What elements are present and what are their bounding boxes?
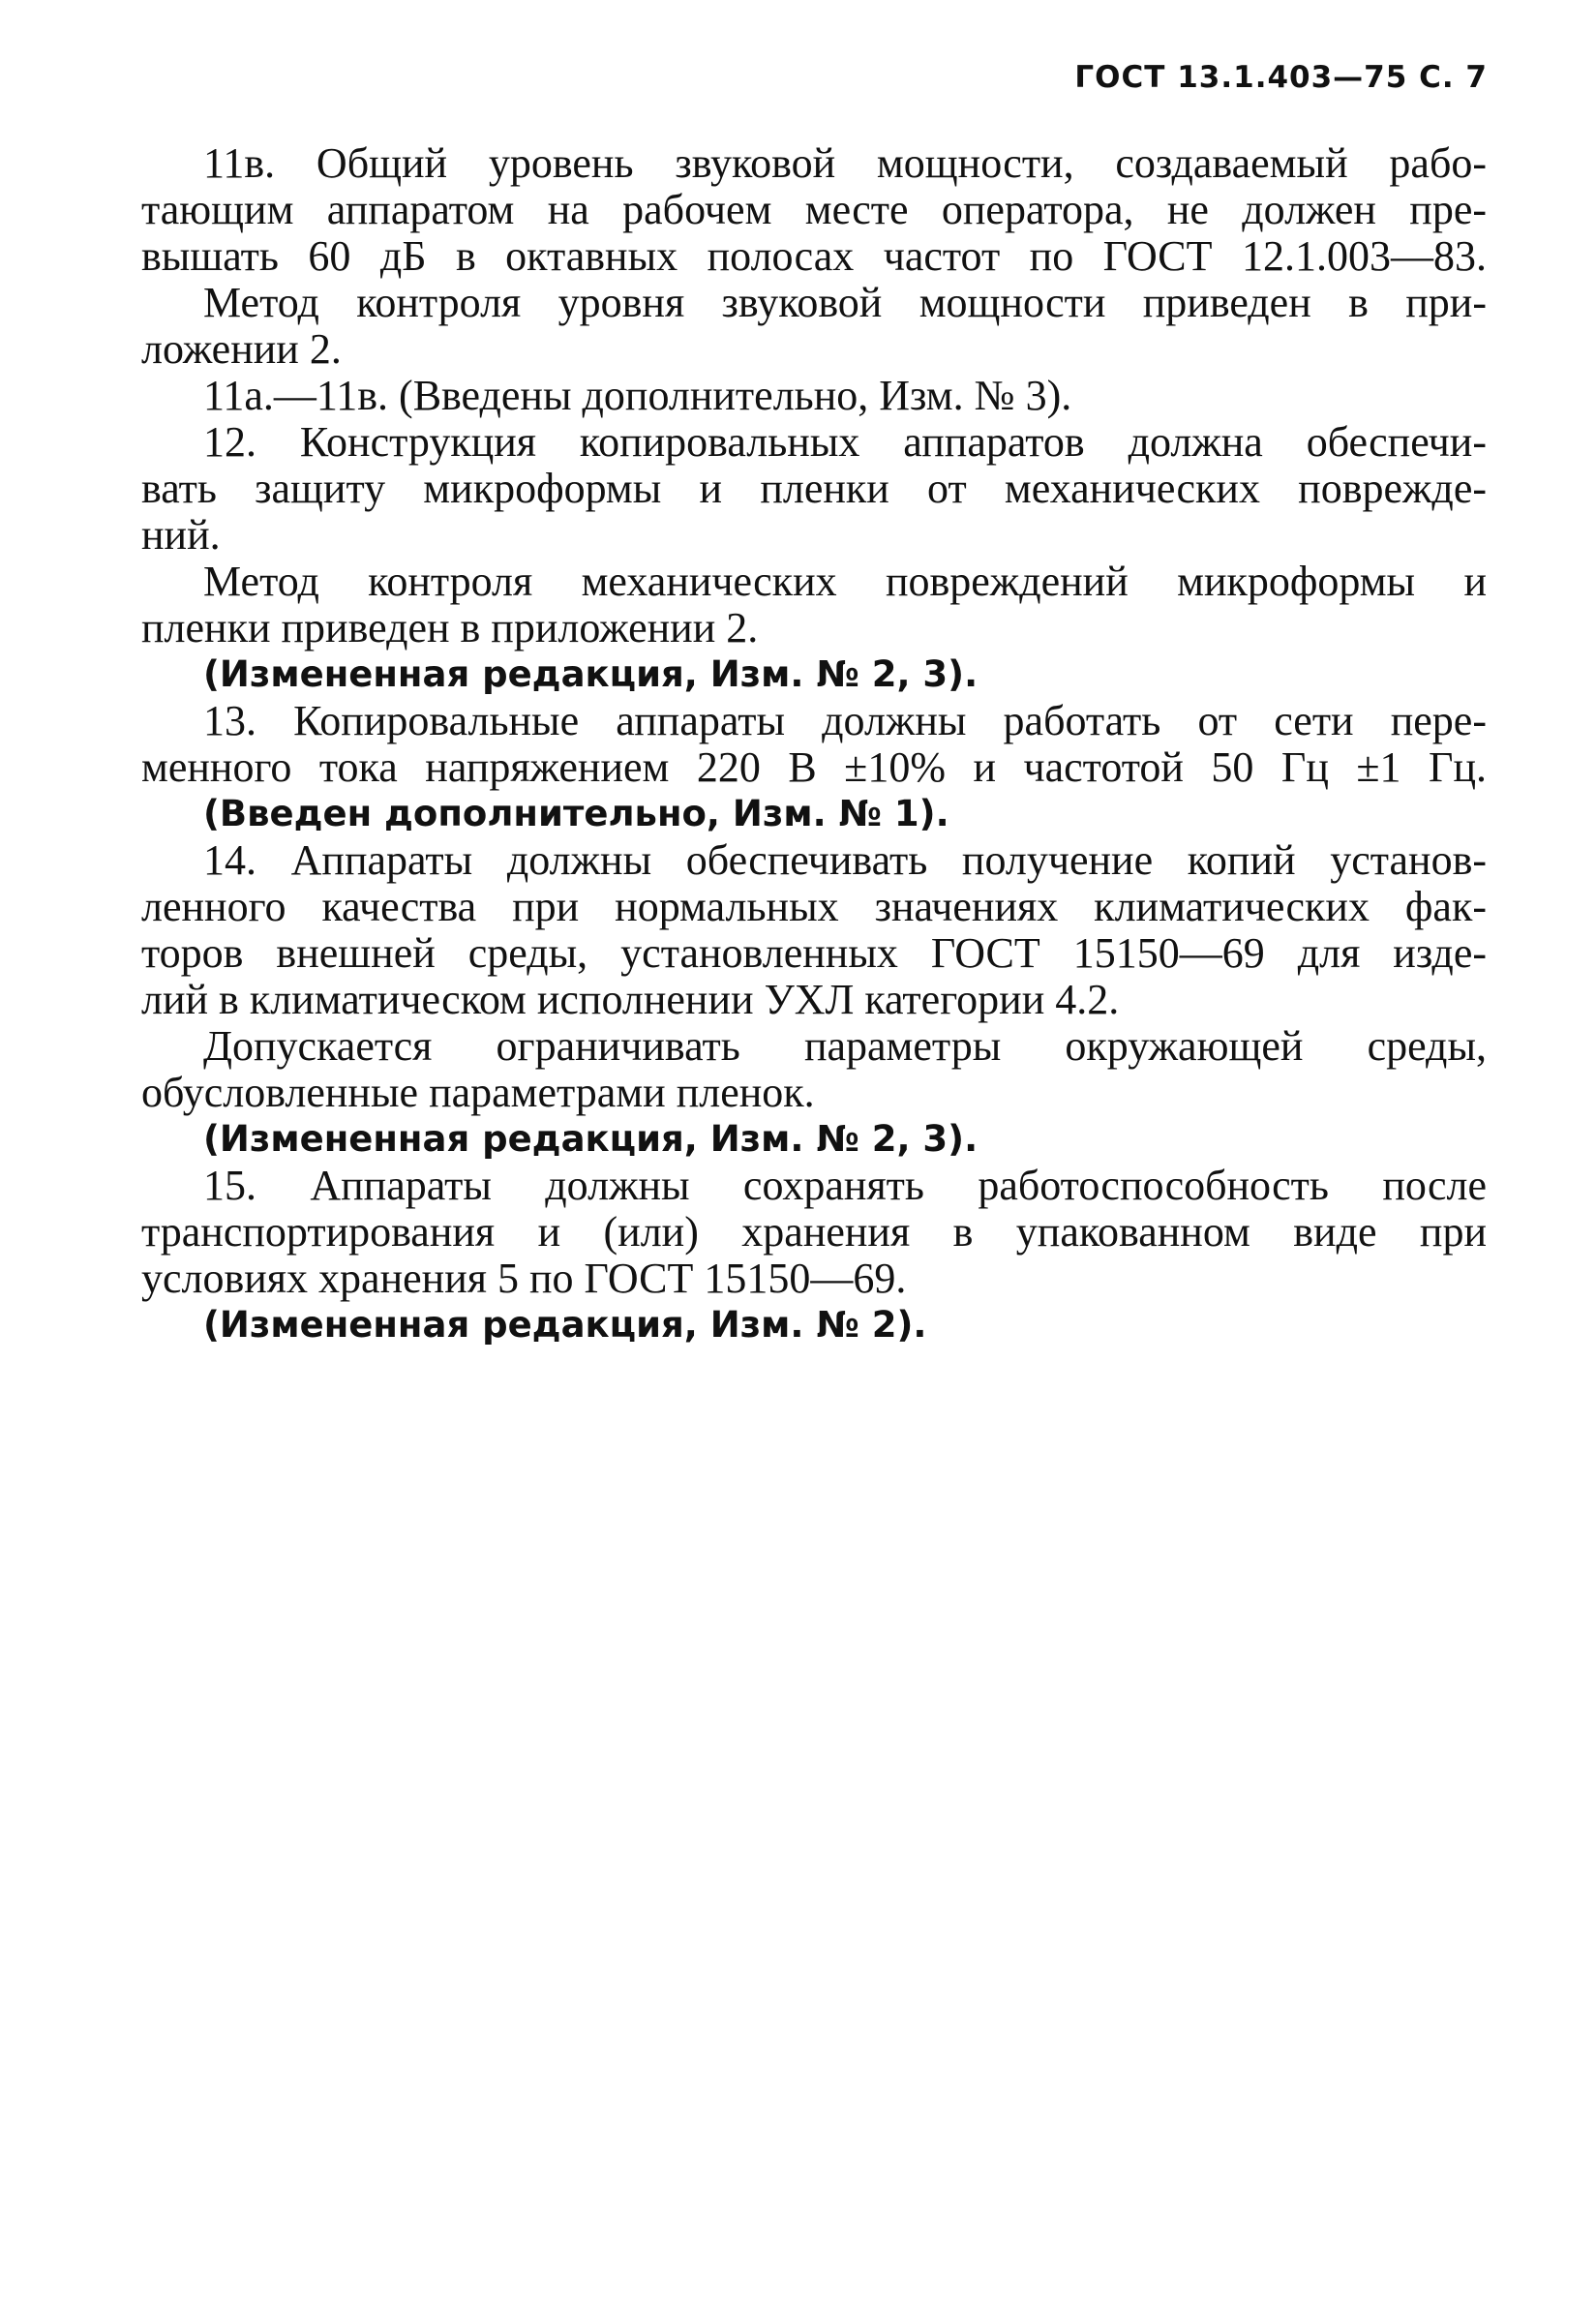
text-line: торов внешней среды, установленных ГОСТ 15150—69 для изде- [141, 929, 1487, 977]
text-line: тающим аппаратом на рабочем месте оператора, не должен пре- [141, 186, 1487, 233]
document-body [141, 141, 1487, 1347]
page-header: ГОСТ 13.1.403—75 С. 7 [1074, 60, 1488, 95]
text-line: вать защиту микроформы и пленки от механических поврежде- [141, 465, 1487, 512]
text-line: Допускается ограничивать параметры окружающей среды, [203, 1022, 1487, 1070]
text-line: лий в климатическом исполнении УХЛ категории 4.2. [141, 976, 1120, 1023]
text-line: ложении 2. [141, 325, 342, 373]
text-line: условиях хранения 5 по ГОСТ 15150—69. [141, 1255, 907, 1302]
text-line: 13. Копировальные аппараты должны работать от сети пере- [203, 697, 1487, 744]
text-line: 12. Конструкция копировальных аппаратов должна обеспечи- [203, 418, 1487, 466]
text-line: менного тока напряжением 220 В ±10% и частотой 50 Гц ±1 Гц. [141, 743, 1487, 791]
amendment-note-line: (Измененная редакция, Изм. № 2, 3). [203, 653, 979, 695]
text-line: Метод контроля механических повреждений микроформы и [203, 558, 1487, 605]
amendment-note-line: (Введен дополнительно, Изм. № 1). [203, 793, 949, 834]
text-line: 11а.—11в. (Введены дополнительно, Изм. № 3). [203, 372, 1072, 419]
text-line: вышать 60 дБ в октавных полосах частот по ГОСТ 12.1.003—83. [141, 232, 1487, 280]
text-line: пленки приведен в приложении 2. [141, 604, 759, 651]
text-line: транспортирования и (или) хранения в упакованном виде при [141, 1208, 1487, 1256]
text-line: ленного качества при нормальных значениях климатических фак- [141, 883, 1487, 930]
text-line: 11в. Общий уровень звуковой мощности, создаваемый рабо- [203, 139, 1487, 187]
text-line: 15. Аппараты должны сохранять работоспособность после [203, 1162, 1487, 1209]
text-line: Метод контроля уровня звуковой мощности приведен в при- [203, 279, 1487, 326]
text-line: ний. [141, 511, 221, 559]
text-line: 14. Аппараты должны обеспечивать получение копий установ- [203, 836, 1487, 884]
text-line: обусловленные параметрами пленок. [141, 1069, 815, 1116]
amendment-note-line: (Измененная редакция, Изм. № 2, 3). [203, 1118, 979, 1160]
amendment-note-line: (Измененная редакция, Изм. № 2). [203, 1304, 927, 1346]
